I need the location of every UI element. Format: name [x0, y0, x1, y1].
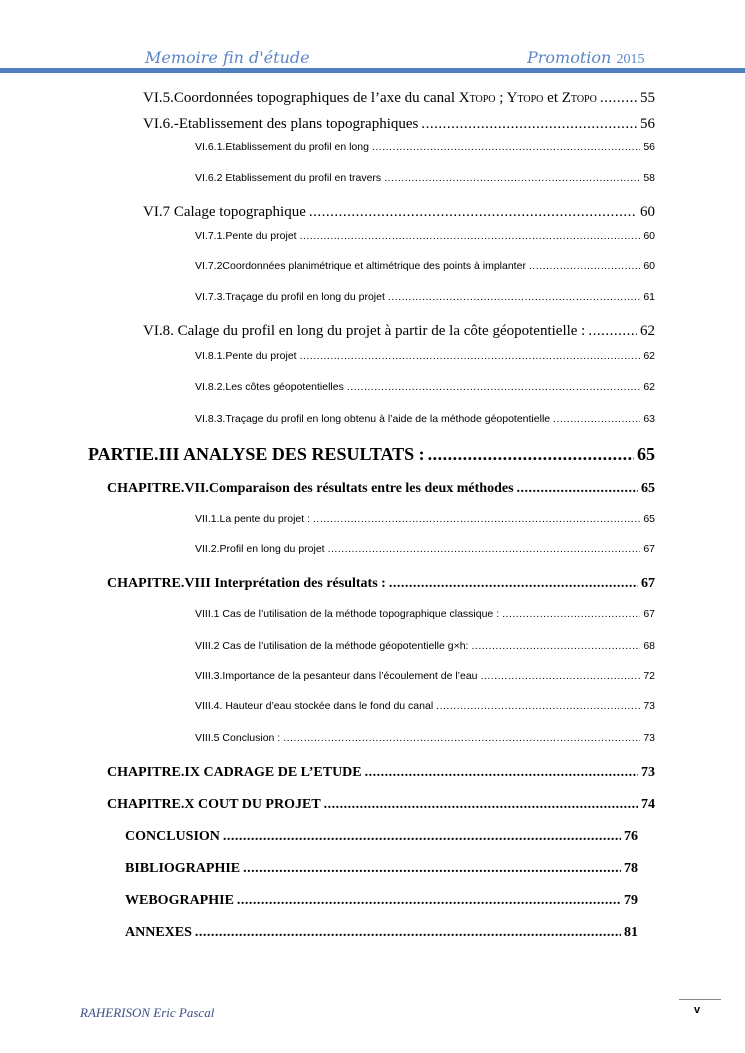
dot-leader — [309, 204, 637, 221]
dot-leader — [347, 381, 640, 393]
toc-page-number: 65 — [637, 444, 655, 464]
dot-leader — [600, 90, 637, 107]
dot-leader — [365, 765, 638, 781]
toc-entry-title: VIII.1 Cas de l’utilisation de la méthode topographique classique : — [195, 608, 500, 620]
subscript: TOPO — [517, 94, 544, 105]
toc-entry-title: VI.8. Calage du profil en long du projet à partir de la côte géopotentielle : — [143, 323, 586, 339]
toc-entry-title: VII.1.La pente du projet : — [195, 513, 310, 525]
toc-entry-title: CHAPITRE.VII.Comparaison des résultats entre les deux méthodes — [107, 481, 514, 496]
toc-page-number: 81 — [624, 925, 638, 940]
header-year: 2015 — [616, 52, 645, 67]
toc-entry[interactable] — [125, 893, 638, 909]
toc-entry[interactable] — [195, 141, 655, 153]
header-promotion-word: Promotion — [527, 48, 612, 67]
toc-entry[interactable] — [195, 350, 655, 362]
toc-entry-title: VIII.5 Conclusion : — [195, 732, 281, 744]
toc-page-number: 74 — [641, 797, 655, 812]
toc-entry[interactable] — [143, 116, 655, 133]
dot-leader — [328, 543, 641, 555]
toc-entry[interactable] — [195, 640, 655, 652]
toc-entry[interactable] — [107, 576, 655, 592]
toc-entry-title: VI.8.1.Pente du projet — [195, 350, 297, 362]
dot-leader — [421, 116, 637, 133]
toc-entry[interactable] — [125, 829, 638, 845]
toc-entry-title: VIII.3.Importance de la pesanteur dans l’écoulement de l’eau — [195, 670, 478, 682]
title-segment: et Z — [543, 90, 571, 106]
toc-page-number: 78 — [624, 861, 638, 876]
header-promotion — [527, 48, 644, 68]
toc-page-number: 67 — [643, 543, 655, 555]
toc-page-number: 60 — [640, 204, 655, 220]
toc-entry-title: VI.8.2.Les côtes géopotentielles — [195, 381, 344, 393]
toc-page-number: 63 — [643, 413, 655, 425]
toc-entry[interactable] — [195, 291, 655, 303]
toc-entry-title: VI.6.1.Etablissement du profil en long — [195, 141, 369, 153]
toc-page-number: 73 — [643, 700, 655, 712]
toc-entry[interactable] — [195, 543, 655, 555]
toc-entry[interactable] — [88, 444, 655, 465]
toc-entry[interactable] — [195, 260, 655, 272]
toc-entry-title — [143, 90, 597, 107]
toc-entry[interactable] — [195, 172, 655, 184]
dot-leader — [300, 350, 641, 362]
toc-entry-title: VI.7 Calage topographique — [143, 204, 306, 220]
dot-leader — [436, 700, 640, 712]
toc-entry[interactable] — [143, 90, 655, 107]
title-segment: VI.5.Coordonnées topographiques de l’axe du canal X — [143, 90, 470, 106]
header-title: Memoire fin d'étude — [145, 48, 310, 67]
toc-entry-title: VII.2.Profil en long du projet — [195, 543, 325, 555]
toc-entry-title: VI.7.1.Pente du projet — [195, 230, 297, 242]
page-number: v — [694, 1004, 701, 1016]
toc-entry[interactable] — [107, 481, 655, 497]
toc-entry[interactable] — [195, 608, 655, 620]
toc-page-number: 73 — [641, 765, 655, 780]
dot-leader — [388, 291, 640, 303]
toc-page-number: 65 — [643, 513, 655, 525]
dot-leader — [517, 481, 638, 497]
dot-leader — [372, 141, 640, 153]
dot-leader — [223, 829, 621, 845]
toc-page-number: 67 — [643, 608, 655, 620]
footer-author: RAHERISON Eric Pascal — [80, 1005, 215, 1020]
toc-entry[interactable] — [125, 861, 638, 877]
toc-page-number: 65 — [641, 481, 655, 496]
toc-page-number: 62 — [643, 381, 655, 393]
dot-leader — [471, 640, 640, 652]
toc-entry[interactable] — [195, 670, 655, 682]
toc-entry[interactable] — [195, 230, 655, 242]
toc-entry[interactable] — [107, 797, 655, 813]
toc-page-number: 73 — [643, 732, 655, 744]
dot-leader — [529, 260, 640, 272]
toc-entry-title: CHAPITRE.VIII Interprétation des résultats : — [107, 576, 386, 591]
toc-entry-title: PARTIE.III ANALYSE DES RESULTATS : — [88, 444, 425, 464]
toc-entry[interactable] — [143, 323, 655, 340]
dot-leader — [389, 576, 638, 592]
dot-leader — [243, 861, 621, 877]
toc-page-number: 76 — [624, 829, 638, 844]
toc-page-number: 60 — [643, 260, 655, 272]
toc-entry-title: VIII.2 Cas de l’utilisation de la méthode géopotentielle g×h: — [195, 640, 469, 652]
dot-leader — [502, 608, 640, 620]
toc-entry[interactable] — [125, 925, 638, 941]
toc-entry-title: CONCLUSION — [125, 829, 220, 844]
toc-entry-title: VI.6.-Etablissement des plans topographiques — [143, 116, 419, 132]
toc-entry[interactable] — [195, 413, 655, 425]
dot-leader — [553, 413, 640, 425]
dot-leader — [588, 323, 637, 340]
toc-entry[interactable] — [195, 700, 655, 712]
toc-page-number: 79 — [624, 893, 638, 908]
toc-entry[interactable] — [107, 765, 655, 781]
dot-leader — [237, 893, 621, 909]
toc-entry-title: CHAPITRE.IX CADRAGE DE L’ETUDE — [107, 765, 362, 780]
toc-entry-title: CHAPITRE.X COUT DU PROJET — [107, 797, 321, 812]
dot-leader — [195, 925, 621, 941]
toc-entry-title: BIBLIOGRAPHIE — [125, 861, 241, 876]
toc-entry[interactable] — [143, 204, 655, 221]
page-number-rule — [679, 999, 721, 1000]
toc-entry[interactable] — [195, 381, 655, 393]
toc-entry-title: VI.8.3.Traçage du profil en long obtenu à l’aide de la méthode géopotentielle — [195, 413, 551, 425]
toc-page-number: 60 — [643, 230, 655, 242]
toc-page-number: 56 — [640, 116, 655, 132]
toc-page-number: 61 — [643, 291, 655, 303]
dot-leader — [313, 513, 640, 525]
toc-entry-title: VI.7.3.Traçage du profil en long du projet — [195, 291, 385, 303]
toc-entry-title: VI.7.2Coordonnées planimétrique et altimétrique des points à implanter — [195, 260, 526, 272]
toc-page-number: 68 — [643, 640, 655, 652]
dot-leader — [283, 732, 640, 744]
toc-entry[interactable] — [195, 513, 655, 525]
toc-page-number: 62 — [640, 323, 655, 339]
dot-leader — [481, 670, 641, 682]
toc-page-number: 62 — [643, 350, 655, 362]
toc-page-number: 58 — [643, 172, 655, 184]
toc-page-number: 72 — [643, 670, 655, 682]
toc-entry-title: ANNEXES — [125, 925, 192, 940]
header-rule — [0, 68, 745, 73]
toc-entry-title: VIII.4. Hauteur d’eau stockée dans le fond du canal — [195, 700, 434, 712]
toc-page-number: 55 — [640, 90, 655, 106]
dot-leader — [384, 172, 640, 184]
toc-page-number: 56 — [643, 141, 655, 153]
toc-entry[interactable] — [195, 732, 655, 744]
toc-entry-title: VI.6.2 Etablissement du profil en travers — [195, 172, 382, 184]
subscript: TOPO — [469, 94, 496, 105]
dot-leader — [428, 444, 634, 465]
dot-leader — [324, 797, 638, 813]
title-segment: ; Y — [495, 90, 518, 106]
dot-leader — [300, 230, 641, 242]
toc-entry-title: WEBOGRAPHIE — [125, 893, 234, 908]
toc-page-number: 67 — [641, 576, 655, 591]
subscript: TOPO — [570, 94, 597, 105]
